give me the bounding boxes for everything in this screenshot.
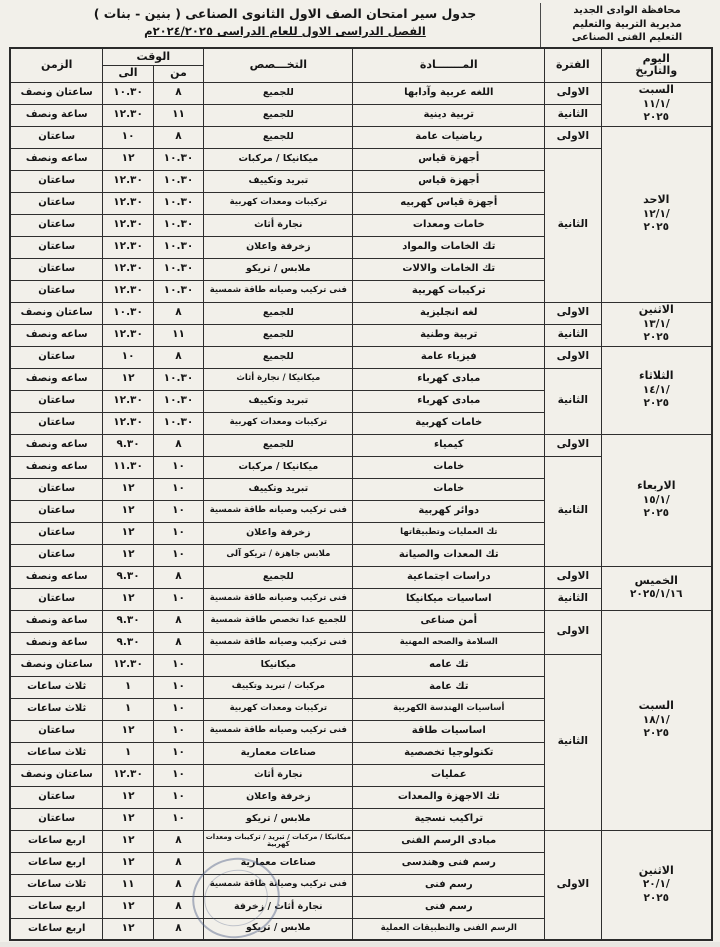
from-cell: ٨ bbox=[153, 126, 203, 148]
to-cell: ١ bbox=[103, 676, 153, 698]
day-date: ٢٠٢٥/١/١٦ bbox=[630, 588, 683, 601]
spec-cell: للجميع bbox=[204, 302, 353, 324]
from-cell: ١٠.٣٠ bbox=[153, 390, 203, 412]
period-cell: الثانية bbox=[545, 654, 601, 830]
to-cell: ١٢.٣٠ bbox=[103, 654, 153, 676]
day-name: الخميس bbox=[634, 574, 678, 588]
day-date-cell bbox=[601, 434, 712, 566]
to-cell: ١١.٣٠ bbox=[103, 456, 153, 478]
letterhead-line-directorate: مديرية التربية والتعليم bbox=[572, 18, 682, 30]
to-cell: ١٠ bbox=[103, 126, 153, 148]
subject-cell: الرسم الفنى والتطبيقات العملية bbox=[353, 918, 545, 940]
subject-cell: رسم فنى bbox=[353, 896, 545, 918]
day-name: السبت bbox=[638, 699, 674, 713]
schedule-row bbox=[10, 82, 712, 104]
from-cell: ٨ bbox=[153, 434, 203, 456]
dur-cell: ساعه ونصف bbox=[10, 434, 103, 456]
dur-cell: ساعتان bbox=[10, 588, 103, 610]
letterhead-line-education-type: التعليم الفنى الصناعى bbox=[571, 32, 683, 43]
day-date: ١٤/١/ bbox=[642, 383, 670, 396]
from-cell: ٨ bbox=[153, 852, 203, 874]
spec-cell: للجميع bbox=[204, 104, 353, 126]
to-cell: ١٢.٣٠ bbox=[103, 214, 153, 236]
day-date: ٢٠٢٥ bbox=[643, 891, 670, 904]
from-cell: ١٠ bbox=[153, 764, 203, 786]
to-cell: ١٢.٣٠ bbox=[103, 412, 153, 434]
spec-cell: ملابس / تريكو bbox=[204, 918, 353, 940]
period-cell: الثانية bbox=[545, 456, 601, 566]
subject-cell: تك الخامات والمواد bbox=[353, 236, 545, 258]
period-cell: الاولى bbox=[545, 566, 601, 588]
dur-cell: ساعتان bbox=[10, 720, 103, 742]
from-cell: ١٠ bbox=[153, 720, 203, 742]
dur-cell: ساعتان bbox=[10, 522, 103, 544]
subject-cell: لغه انجليزية bbox=[353, 302, 545, 324]
spec-cell: ميكانيكا bbox=[204, 654, 353, 676]
day-date-cell bbox=[601, 346, 712, 434]
day-name: الثلاثاء bbox=[638, 369, 674, 383]
day-date: ٢٠٢٥ bbox=[643, 111, 670, 124]
subject-cell: خامات bbox=[353, 478, 545, 500]
to-cell: ٩.٣٠ bbox=[103, 610, 153, 632]
dur-cell: ساعتان ونصف bbox=[10, 764, 103, 786]
spec-cell: صناعات معمارية bbox=[204, 852, 353, 874]
spec-cell: ميكانيكا / نجارة أثاث bbox=[204, 368, 353, 390]
from-cell: ١٠.٣٠ bbox=[153, 368, 203, 390]
period-cell: الثانية bbox=[545, 104, 601, 126]
spec-cell: تبريد وتكييف bbox=[204, 390, 353, 412]
period-cell: الثانية bbox=[545, 588, 601, 610]
from-cell: ١٠.٣٠ bbox=[153, 236, 203, 258]
day-date: ٢٠٢٥ bbox=[643, 221, 670, 234]
spec-cell: فنى تركيب وصيانه طاقة شمسية bbox=[204, 280, 353, 302]
dur-cell: ساعتان bbox=[10, 500, 103, 522]
spec-cell: للجميع bbox=[204, 82, 353, 104]
from-cell: ١٠.٣٠ bbox=[153, 170, 203, 192]
to-cell: ١٢.٣٠ bbox=[103, 280, 153, 302]
day-date: ١٨/١/ bbox=[642, 713, 670, 726]
spec-cell: للجميع bbox=[204, 324, 353, 346]
schedule-row bbox=[10, 434, 712, 456]
to-cell: ١٢ bbox=[103, 500, 153, 522]
day-date: ٢٠/١/ bbox=[642, 878, 670, 891]
spec-cell: ملابس / تريكو bbox=[204, 258, 353, 280]
subject-cell: تك العمليات وتطبيقاتها bbox=[353, 522, 545, 544]
schedule-row bbox=[10, 126, 712, 148]
from-cell: ١١ bbox=[153, 104, 203, 126]
period-cell: الاولى bbox=[545, 82, 601, 104]
to-cell: ١١ bbox=[103, 874, 153, 896]
subject-cell: أمن صناعى bbox=[353, 610, 545, 632]
spec-cell: للجميع bbox=[204, 346, 353, 368]
from-cell: ٨ bbox=[153, 566, 203, 588]
subject-cell: كيمياء bbox=[353, 434, 545, 456]
dur-cell: ساعتان bbox=[10, 236, 103, 258]
from-cell: ٨ bbox=[153, 610, 203, 632]
from-cell: ٨ bbox=[153, 302, 203, 324]
col-header-day bbox=[601, 48, 712, 82]
dur-cell: ساعتان bbox=[10, 126, 103, 148]
from-cell: ٨ bbox=[153, 874, 203, 896]
period-cell: الثانية bbox=[545, 368, 601, 434]
from-cell: ١٠ bbox=[153, 654, 203, 676]
to-cell: ١٢ bbox=[103, 852, 153, 874]
spec-cell: نجارة أثاث / زخرفة bbox=[204, 896, 353, 918]
col-header-duration: الزمن bbox=[10, 48, 103, 82]
document-title: جدول سير امتحان الصف الاول الثانوى الصناعى ( بنين - بنات ) bbox=[93, 6, 477, 21]
dur-cell: اربع ساعات bbox=[10, 830, 103, 852]
to-cell: ١٢.٣٠ bbox=[103, 236, 153, 258]
period-cell: الثانية bbox=[545, 148, 601, 302]
to-cell: ١٠.٣٠ bbox=[103, 302, 153, 324]
from-cell: ١٠ bbox=[153, 588, 203, 610]
from-cell: ٨ bbox=[153, 918, 203, 940]
spec-cell: فنى تركيب وصيانه طاقة شمسية bbox=[204, 632, 353, 654]
dur-cell: ثلاث ساعات bbox=[10, 874, 103, 896]
dur-cell: ساعتان bbox=[10, 170, 103, 192]
day-date: ١٣/١/ bbox=[642, 317, 670, 330]
to-cell: ١٢.٣٠ bbox=[103, 192, 153, 214]
from-cell: ١٠ bbox=[153, 478, 203, 500]
subject-cell: أجهزة قياس كهربيه bbox=[353, 192, 545, 214]
subject-cell: تك الاجهزة والمعدات bbox=[353, 786, 545, 808]
to-cell: ١٢ bbox=[103, 588, 153, 610]
to-cell: ١٢ bbox=[103, 720, 153, 742]
dur-cell: ساعتان bbox=[10, 808, 103, 830]
spec-cell: فنى تركيب وصيانة طاقة شمسية bbox=[204, 874, 353, 896]
subject-cell: تك الخامات والالات bbox=[353, 258, 545, 280]
to-cell: ١٢ bbox=[103, 478, 153, 500]
day-date-cell bbox=[601, 126, 712, 302]
from-cell: ١٠.٣٠ bbox=[153, 192, 203, 214]
from-cell: ١٠ bbox=[153, 500, 203, 522]
subject-cell: تربية وطنية bbox=[353, 324, 545, 346]
dur-cell: ساعه ونصف bbox=[10, 566, 103, 588]
schedule-row bbox=[10, 346, 712, 368]
period-cell: الاولى bbox=[545, 126, 601, 148]
dur-cell: ثلاث ساعات bbox=[10, 676, 103, 698]
from-cell: ٨ bbox=[153, 830, 203, 852]
spec-cell: نجارة أثاث bbox=[204, 214, 353, 236]
dur-cell: ساعتان ونصف bbox=[10, 82, 103, 104]
period-cell: الاولى bbox=[545, 610, 601, 654]
to-cell: ١٢ bbox=[103, 368, 153, 390]
exam-schedule-table bbox=[9, 47, 713, 941]
schedule-body bbox=[10, 82, 712, 940]
dur-cell: اربع ساعات bbox=[10, 852, 103, 874]
spec-cell: ميكانيكا / مركبات bbox=[204, 148, 353, 170]
subject-cell: تكنولوجيا تخصصية bbox=[353, 742, 545, 764]
subject-cell: تك المعدات والصيانة bbox=[353, 544, 545, 566]
subject-cell: دوائر كهربية bbox=[353, 500, 545, 522]
to-cell: ١٢ bbox=[103, 148, 153, 170]
from-cell: ٨ bbox=[153, 82, 203, 104]
day-date: ٢٠٢٥ bbox=[643, 397, 670, 410]
to-cell: ١٢ bbox=[103, 544, 153, 566]
from-cell: ١٠ bbox=[153, 544, 203, 566]
schedule-row bbox=[10, 302, 712, 324]
from-cell: ١٠ bbox=[153, 456, 203, 478]
day-date-cell bbox=[601, 302, 712, 346]
spec-cell: مركبات / تبريد وتكييف bbox=[204, 676, 353, 698]
dur-cell: ساعتان bbox=[10, 412, 103, 434]
subject-cell: خامات ومعدات bbox=[353, 214, 545, 236]
letterhead-divider bbox=[540, 3, 541, 47]
subject-cell: اساسيات ميكانيكا bbox=[353, 588, 545, 610]
day-date-cell bbox=[601, 610, 712, 830]
day-date: ١٥/١/ bbox=[642, 493, 670, 506]
dur-cell: اربع ساعات bbox=[10, 896, 103, 918]
dur-cell: ساعتان bbox=[10, 192, 103, 214]
col-header-time-to: الى bbox=[103, 65, 153, 82]
to-cell: ١٢ bbox=[103, 786, 153, 808]
subject-cell: مبادى كهرباء bbox=[353, 390, 545, 412]
spec-cell: تركيبات ومعدات كهربية bbox=[204, 412, 353, 434]
spec-cell: للجميع bbox=[204, 126, 353, 148]
day-name: الاحد bbox=[643, 193, 670, 207]
spec-cell: ملابس / تريكو bbox=[204, 808, 353, 830]
dur-cell: ساعة ونصف bbox=[10, 632, 103, 654]
col-header-specialization: التخـــصص bbox=[204, 48, 353, 82]
spec-cell: ميكانيكا / مركبات bbox=[204, 456, 353, 478]
day-date-cell bbox=[601, 82, 712, 126]
dur-cell: ساعتان ونصف bbox=[10, 654, 103, 676]
subject-cell: رياضيات عامة bbox=[353, 126, 545, 148]
dur-cell: ساعه ونصف bbox=[10, 456, 103, 478]
subject-cell: مبادى كهرباء bbox=[353, 368, 545, 390]
subject-cell: خامات bbox=[353, 456, 545, 478]
subject-cell: مبادى الرسم الفنى bbox=[353, 830, 545, 852]
spec-cell: تركيبات ومعدات كهربية bbox=[204, 698, 353, 720]
spec-cell: فنى تركيب وصيانه طاقة شمسية bbox=[204, 720, 353, 742]
title-block bbox=[37, 6, 533, 38]
from-cell: ٨ bbox=[153, 632, 203, 654]
from-cell: ١٠ bbox=[153, 522, 203, 544]
spec-cell: تركيبات ومعدات كهربية bbox=[204, 192, 353, 214]
period-cell: الاولى bbox=[545, 830, 601, 940]
spec-cell: تبريد وتكييف bbox=[204, 170, 353, 192]
from-cell: ١٠ bbox=[153, 786, 203, 808]
col-header-time-from: من bbox=[153, 65, 203, 82]
from-cell: ١٠ bbox=[153, 698, 203, 720]
dur-cell: اربع ساعات bbox=[10, 918, 103, 940]
from-cell: ١٠.٣٠ bbox=[153, 258, 203, 280]
table-header bbox=[10, 48, 712, 82]
schedule-row bbox=[10, 610, 712, 632]
dur-cell: ساعه ونصف bbox=[10, 148, 103, 170]
from-cell: ١٠ bbox=[153, 808, 203, 830]
subject-cell: تك عامه bbox=[353, 654, 545, 676]
col-header-day-label: اليوم والتاريخ bbox=[635, 51, 678, 78]
dur-cell: ساعتان bbox=[10, 346, 103, 368]
dur-cell: ثلاث ساعات bbox=[10, 698, 103, 720]
letterhead bbox=[543, 4, 711, 45]
spec-cell: صناعات معمارية bbox=[204, 742, 353, 764]
subject-cell: تربية دينية bbox=[353, 104, 545, 126]
period-cell: الاولى bbox=[545, 434, 601, 456]
day-date: ٢٠٢٥ bbox=[643, 727, 670, 740]
dur-cell: ساعه ونصف bbox=[10, 324, 103, 346]
to-cell: ٩.٣٠ bbox=[103, 632, 153, 654]
spec-cell: ميكانيكا / مركبات / تبريد / تركيبات ومعدات كهربية bbox=[204, 830, 353, 852]
subject-cell: عمليات bbox=[353, 764, 545, 786]
dur-cell: ساعتان bbox=[10, 390, 103, 412]
col-header-subject: المـــــــادة bbox=[353, 48, 545, 82]
period-cell: الاولى bbox=[545, 346, 601, 368]
subject-cell: اساسيات طاقة bbox=[353, 720, 545, 742]
spec-cell: فنى تركيب وصيانه طاقة شمسية bbox=[204, 588, 353, 610]
spec-cell: زخرفة واعلان bbox=[204, 786, 353, 808]
period-cell: الثانية bbox=[545, 324, 601, 346]
dur-cell: ساعتان bbox=[10, 786, 103, 808]
spec-cell: ملابس جاهزة / تريكو آلى bbox=[204, 544, 353, 566]
schedule-row bbox=[10, 566, 712, 588]
from-cell: ١٠ bbox=[153, 742, 203, 764]
to-cell: ١٠.٣٠ bbox=[103, 82, 153, 104]
to-cell: ٩.٣٠ bbox=[103, 566, 153, 588]
document-header bbox=[7, 3, 713, 47]
document-subtitle: الفصل الدراسى الاول للعام الدراسى ٢٠٢٤/٢٠٢٥م bbox=[144, 24, 426, 38]
letterhead-line-governorate: محافظة الوادى الجديد bbox=[573, 5, 681, 16]
from-cell: ١٠.٣٠ bbox=[153, 412, 203, 434]
dur-cell: ساعة ونصف bbox=[10, 104, 103, 126]
day-date-cell bbox=[601, 566, 712, 610]
to-cell: ١٢.٣٠ bbox=[103, 258, 153, 280]
subject-cell: اللغه عربية وآدابها bbox=[353, 82, 545, 104]
to-cell: ١ bbox=[103, 698, 153, 720]
from-cell: ٨ bbox=[153, 896, 203, 918]
from-cell: ١٠.٣٠ bbox=[153, 214, 203, 236]
from-cell: ٨ bbox=[153, 346, 203, 368]
dur-cell: ساعتان bbox=[10, 544, 103, 566]
spec-cell: زخرفة واعلان bbox=[204, 236, 353, 258]
dur-cell: ساعتان bbox=[10, 478, 103, 500]
dur-cell: ساعتان ونصف bbox=[10, 302, 103, 324]
from-cell: ١١ bbox=[153, 324, 203, 346]
day-date-cell bbox=[601, 830, 712, 940]
spec-cell: فنى تركيب وصيانه طاقة شمسية bbox=[204, 500, 353, 522]
to-cell: ١٢.٣٠ bbox=[103, 170, 153, 192]
to-cell: ١٠ bbox=[103, 346, 153, 368]
dur-cell: ساعه ونصف bbox=[10, 368, 103, 390]
dur-cell: ساعة ونصف bbox=[10, 610, 103, 632]
from-cell: ١٠.٣٠ bbox=[153, 280, 203, 302]
from-cell: ١٠.٣٠ bbox=[153, 148, 203, 170]
day-date: ١٢/١/ bbox=[642, 207, 670, 220]
subject-cell: السلامة والصحه المهنية bbox=[353, 632, 545, 654]
to-cell: ١٢.٣٠ bbox=[103, 390, 153, 412]
subject-cell: فيزياء عامة bbox=[353, 346, 545, 368]
spec-cell: نجارة أثاث bbox=[204, 764, 353, 786]
day-name: الاثنين bbox=[638, 863, 674, 877]
to-cell: ٩.٣٠ bbox=[103, 434, 153, 456]
to-cell: ١٢ bbox=[103, 522, 153, 544]
from-cell: ١٠ bbox=[153, 676, 203, 698]
subject-cell: رسم فنى bbox=[353, 874, 545, 896]
spec-cell: للجميع عدا تخصص طاقة شمسية bbox=[204, 610, 353, 632]
dur-cell: ساعتان bbox=[10, 258, 103, 280]
header-row-1 bbox=[10, 48, 712, 65]
spec-cell: تبريد وتكييف bbox=[204, 478, 353, 500]
spec-cell: للجميع bbox=[204, 566, 353, 588]
to-cell: ١٢ bbox=[103, 830, 153, 852]
day-date: ١١/١/ bbox=[642, 97, 670, 110]
subject-cell: تراكيب نسجية bbox=[353, 808, 545, 830]
dur-cell: ساعتان bbox=[10, 280, 103, 302]
to-cell: ١٢.٣٠ bbox=[103, 764, 153, 786]
col-header-time: الوقت bbox=[103, 48, 204, 65]
subject-cell: أساسيات الهندسة الكهربية bbox=[353, 698, 545, 720]
day-name: السبت bbox=[638, 83, 674, 97]
col-header-period: الفترة bbox=[545, 48, 601, 82]
schedule-row bbox=[10, 830, 712, 852]
to-cell: ١٢.٣٠ bbox=[103, 104, 153, 126]
to-cell: ١٢ bbox=[103, 808, 153, 830]
subject-cell: دراسات اجتماعية bbox=[353, 566, 545, 588]
dur-cell: ساعتان bbox=[10, 214, 103, 236]
subject-cell: خامات كهربية bbox=[353, 412, 545, 434]
subject-cell: تركيبات كهربية bbox=[353, 280, 545, 302]
day-date: ٢٠٢٥ bbox=[643, 331, 670, 344]
spec-cell: زخرفة واعلان bbox=[204, 522, 353, 544]
period-cell: الاولى bbox=[545, 302, 601, 324]
to-cell: ١ bbox=[103, 742, 153, 764]
day-date: ٢٠٢٥ bbox=[643, 507, 670, 520]
day-name: الاربعاء bbox=[637, 479, 676, 493]
day-name: الاثنين bbox=[638, 303, 674, 317]
subject-cell: أجهزة قياس bbox=[353, 170, 545, 192]
to-cell: ١٢ bbox=[103, 918, 153, 940]
subject-cell: أجهزة قياس bbox=[353, 148, 545, 170]
dur-cell: ثلاث ساعات bbox=[10, 742, 103, 764]
spec-cell: للجميع bbox=[204, 434, 353, 456]
to-cell: ١٢.٣٠ bbox=[103, 324, 153, 346]
subject-cell: رسم فنى وهندسى bbox=[353, 852, 545, 874]
subject-cell: تك عامة bbox=[353, 676, 545, 698]
to-cell: ١٢ bbox=[103, 896, 153, 918]
